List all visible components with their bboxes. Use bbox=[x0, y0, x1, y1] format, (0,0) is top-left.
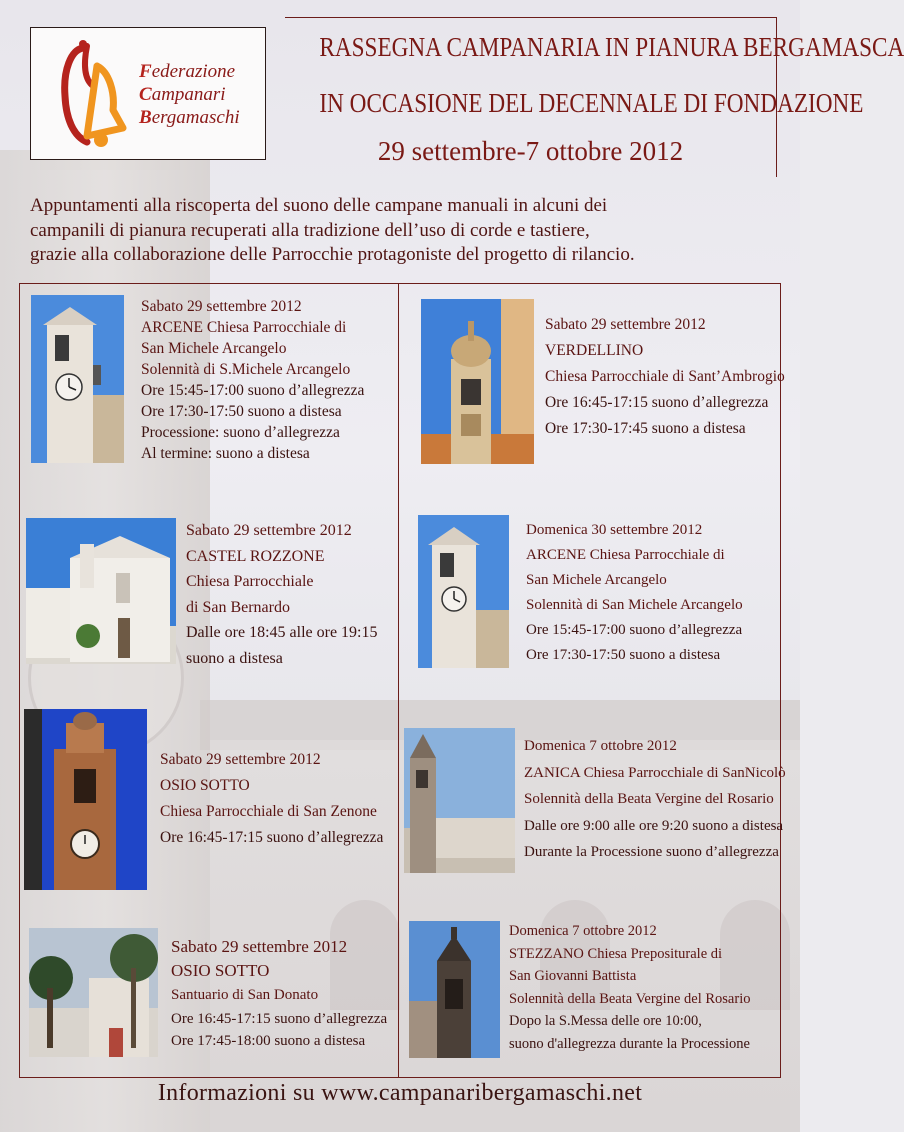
event-castel-rozzone-29-sept: Sabato 29 settembre 2012 CASTEL ROZZONE Chiesa Parrocchiale di San Bernardo Dalle ore 18:45 alle ore 19:15 suono a distesa bbox=[186, 522, 378, 667]
intro-text: Appuntamenti alla riscoperta del suono delle campane manuali in alcuni dei campanili di pianura recuperati alla tradizione dell’uso di corde e tastiere, grazie alla collaborazione delle Parrocchie protagoniste del progetto di rilancio. bbox=[30, 195, 635, 265]
page-title: RASSEGNA CAMPANARIA IN PIANURA BERGAMASCA bbox=[319, 32, 904, 62]
photo-zanica-church bbox=[404, 728, 515, 873]
event-stezzano-7-oct: Domenica 7 ottobre 2012 STEZZANO Chiesa Prepositurale di San Giovanni Battista Solennità della Beata Vergine del Rosario Dopo la S.Messa delle ore 10:00, suono d'allegrezza durante la Processione bbox=[509, 923, 751, 1052]
photo-stezzano-tower bbox=[409, 921, 500, 1058]
logo bbox=[30, 27, 266, 160]
photo-arcene-tower bbox=[31, 295, 124, 463]
grid-frame-left bbox=[19, 283, 20, 1078]
grid-frame-top bbox=[19, 283, 781, 284]
header-title-box bbox=[285, 17, 904, 177]
logo-line-3: Bergamaschi bbox=[139, 107, 240, 128]
event-arcene-30-sept: Domenica 30 settembre 2012 ARCENE Chiesa Parrocchiale di San Michele Arcangelo Solennità di San Michele Arcangelo Ore 15:45-17:00 suono d’allegrezza Ore 17:30-17:50 suono a distesa bbox=[526, 522, 743, 663]
logo-line-1: Federazione bbox=[139, 61, 236, 82]
event-verdellino-29-sept: Sabato 29 settembre 2012 VERDELLINO Chiesa Parrocchiale di Sant’Ambrogio Ore 16:45-17:15 suono d’allegrezza Ore 17:30-17:45 suono a distesa bbox=[545, 316, 785, 437]
event-osio-sotto-san-zenone: Sabato 29 settembre 2012 OSIO SOTTO Chiesa Parrocchiale di San Zenone Ore 16:45-17:15 suono d’allegrezza bbox=[160, 751, 384, 846]
event-dates: 29 settembre-7 ottobre 2012 bbox=[377, 136, 684, 166]
photo-arcene-tower-2 bbox=[418, 515, 509, 668]
bell-logo-icon bbox=[53, 36, 133, 151]
photo-verdellino-tower bbox=[421, 299, 534, 464]
photo-osio-sotto-santuario bbox=[29, 928, 158, 1057]
page-subtitle: IN OCCASIONE DEL DECENNALE DI FONDAZIONE bbox=[319, 88, 864, 118]
grid-divider bbox=[398, 283, 399, 1078]
event-osio-sotto-san-donato: Sabato 29 settembre 2012 OSIO SOTTO Santuario di San Donato Ore 16:45-17:15 suono d’allegrezza Ore 17:45-18:00 suono a distesa bbox=[171, 937, 388, 1049]
grid-frame-bottom bbox=[19, 1077, 781, 1078]
event-arcene-29-sept: Sabato 29 settembre 2012 ARCENE Chiesa Parrocchiale di San Michele Arcangelo Solennità di S.Michele Arcangelo Ore 15:45-17:00 suono d’allegrezza Ore 17:30-17:50 suono a distesa Processione: suono d’allegrezza Al termine: suono a distesa bbox=[141, 298, 365, 462]
logo-line-2: Campanari bbox=[139, 84, 226, 105]
photo-osio-sotto-tower bbox=[24, 709, 147, 890]
photo-castel-rozzone-church bbox=[26, 518, 176, 664]
event-zanica-7-oct: Domenica 7 ottobre 2012 ZANICA Chiesa Parrocchiale di SanNicolò Solennità della Beata Vergine del Rosario Dalle ore 9:00 alle ore 9:20 suono a distesa Durante la Processione suono d’allegrezza bbox=[524, 738, 786, 860]
footer-info-link[interactable]: Informazioni su www.campanaribergamaschi.net bbox=[157, 1080, 643, 1106]
